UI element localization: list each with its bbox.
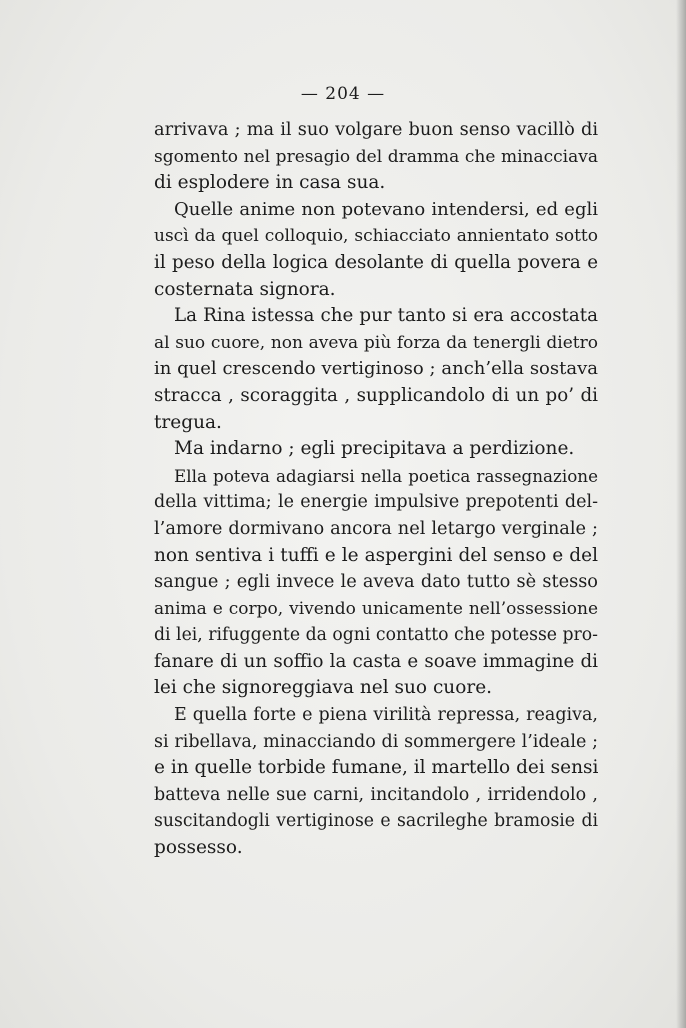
page-number: — 204 —	[300, 84, 386, 104]
text-line: Ma indarno ; egli precipitava a perdizione.	[174, 438, 575, 460]
text-line: lei che signoreggiava nel suo cuore.	[154, 677, 493, 699]
text-line: La Rina istessa che pur tanto si era accostata	[174, 305, 598, 327]
text-line: Ella poteva adagiarsi nella poetica rassegnazione	[174, 465, 598, 486]
text-line: suscitandogli vertiginose e sacrileghe bramosie di	[154, 811, 598, 832]
text-line: al suo cuore, non aveva più forza da tenergli dietro	[154, 332, 598, 353]
page-edge-shadow	[676, 0, 686, 1028]
text-line: di esplodere in casa sua.	[154, 172, 386, 194]
text-line: uscì da quel colloquio, schiacciato annientato sotto	[154, 226, 598, 247]
text-line: di lei, rifuggente da ogni contatto che potesse pro-	[154, 625, 598, 646]
text-line: possesso.	[154, 837, 243, 859]
text-line: Quelle anime non potevano intendersi, ed egli	[174, 198, 598, 220]
text-line: E quella forte e piena virilità repressa, reagiva,	[174, 705, 598, 726]
text-line: della vittima; le energie impulsive prepotenti del-	[154, 492, 598, 513]
text-line: batteva nelle sue carni, incitandolo , irridendolo ,	[154, 784, 598, 805]
text-line: sangue ; egli invece le aveva dato tutto sè stesso	[154, 572, 598, 593]
text-line: e in quelle torbide fumane, il martello dei sensi	[154, 757, 599, 779]
text-line: costernata signora.	[154, 278, 336, 300]
text-line: tregua.	[154, 411, 222, 433]
text-line: l’amore dormivano ancora nel letargo verginale ;	[154, 518, 598, 539]
text-line: si ribellava, minacciando di sommergere l’ideale ;	[154, 731, 598, 752]
text-line: arrivava ; ma il suo volgare buon senso vacillò di	[154, 120, 598, 140]
text-line: il peso della logica desolante di quella povera e	[154, 251, 598, 273]
body-text	[154, 117, 598, 862]
text-line: anima e corpo, vivendo unicamente nell’ossessione	[154, 598, 598, 619]
text-line: stracca , scoraggita , supplicandolo di un po’ di	[154, 384, 598, 406]
text-line: non sentiva i tuffi e le aspergini del senso e del	[154, 544, 598, 566]
text-line: sgomento nel presagio del dramma che minacciava	[154, 146, 598, 167]
text-line: in quel crescendo vertiginoso ; anch’ella sostava	[154, 358, 598, 380]
text-line: fanare di un soffio la casta e soave immagine di	[154, 650, 598, 672]
